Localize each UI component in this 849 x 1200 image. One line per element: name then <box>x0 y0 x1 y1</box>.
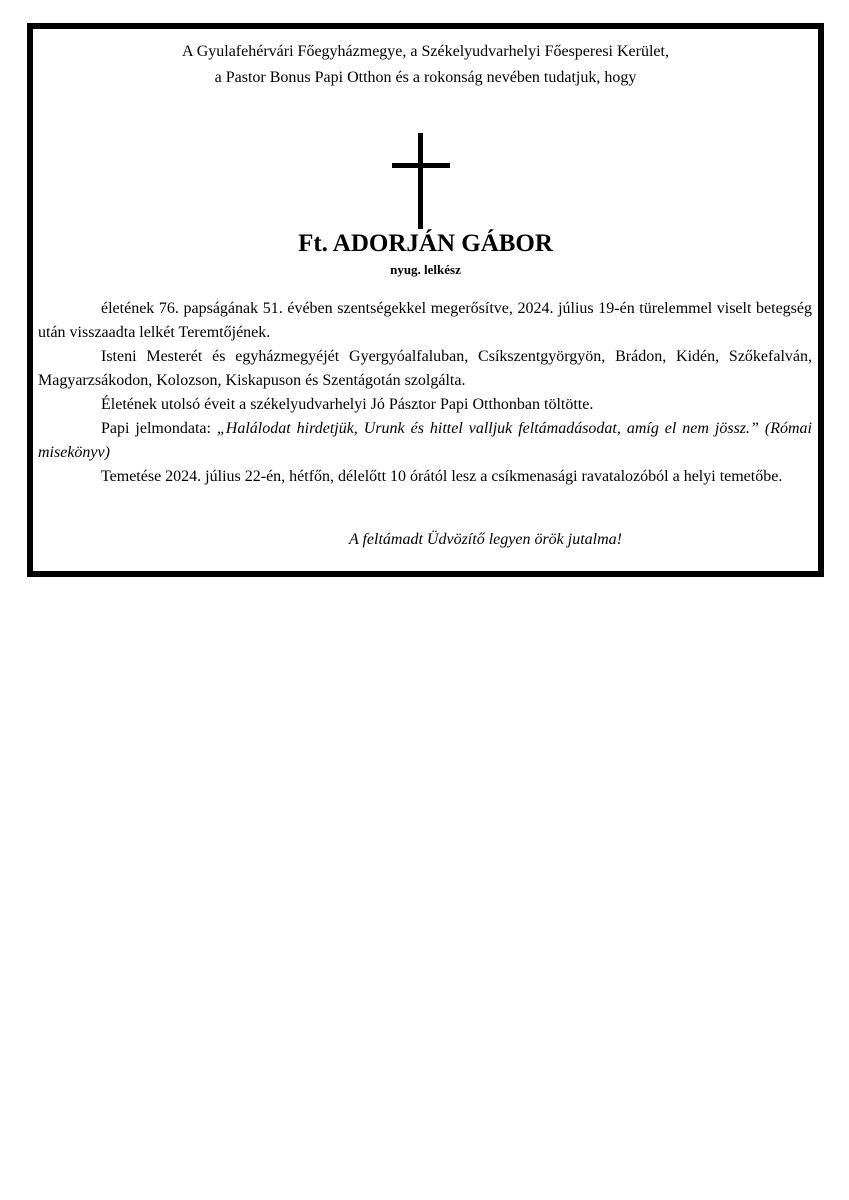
obituary-frame <box>27 23 824 577</box>
header-line-2: a Pastor Bonus Papi Otthon és a rokonság nevében tudatjuk, hogy <box>214 69 637 86</box>
cross-icon <box>392 133 450 229</box>
deceased-name: Ft. ADORJÁN GÁBOR <box>298 230 553 257</box>
header-line-1: A Gyulafehérvári Főegyházmegye, a Székelyudvarhelyi Főesperesi Kerület, <box>182 43 669 60</box>
closing-blessing: A feltámadt Üdvözítő legyen örök jutalma! <box>349 531 622 548</box>
paragraph-motto <box>38 417 812 465</box>
announcement-header <box>33 39 818 91</box>
cross-vertical-bar <box>418 133 423 229</box>
paragraph-last-years: Életének utolsó éveit a székelyudvarhelyi Jó Pásztor Papi Otthonban töltötte. <box>101 396 594 413</box>
paragraph-funeral: Temetése 2024. július 22-én, hétfőn, délelőtt 10 órától lesz a csíkmenasági ravatalozóból a helyi temetőbe. <box>101 468 783 485</box>
deceased-title: nyug. lelkész <box>390 262 461 277</box>
motto-label: Papi jelmondata: <box>101 420 217 437</box>
motto-quote: „Halálodat hirdetjük, Urunk és hittel valljuk feltámadásodat, amíg el nem jössz.” (Római misekönyv) <box>38 420 812 461</box>
paragraph-death-notice: életének 76. papságának 51. évében szentségekkel megerősítve, 2024. július 19-én türelemmel viselt betegség után visszaadta lelkét Teremtőjének. <box>38 300 812 341</box>
obituary-body <box>38 297 812 489</box>
paragraph-service-places: Isteni Mesterét és egyházmegyéjét Gyergyóalfaluban, Csíkszentgyörgyön, Brádon, Kidén, Szőkefalván, Magyarzsákodon, Kolozson, Kiskapuson és Szentágotán szolgálta. <box>38 348 812 389</box>
cross-horizontal-bar <box>392 163 450 168</box>
